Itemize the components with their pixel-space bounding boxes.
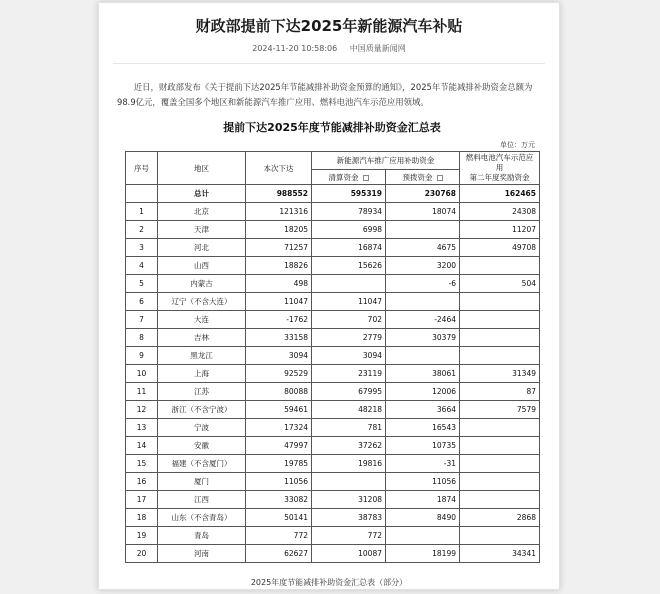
table-row xyxy=(126,437,540,455)
header-region: 地区 xyxy=(158,152,246,185)
header-advance xyxy=(386,170,460,185)
row-no: 20 xyxy=(126,545,158,563)
row-region: 黑龙江 xyxy=(158,347,246,365)
row-advance xyxy=(386,221,460,239)
row-fuel xyxy=(460,437,540,455)
table-row xyxy=(126,257,540,275)
title-divider xyxy=(113,63,545,64)
filter-dropdown-icon[interactable] xyxy=(437,175,443,181)
row-no: 2 xyxy=(126,221,158,239)
subsidy-table xyxy=(125,151,540,563)
sheet-caption: 2025年度节能减排补助资金汇总表（部分） xyxy=(250,578,408,587)
row-region: 福建（不含厦门） xyxy=(158,455,246,473)
row-current: 121316 xyxy=(246,203,312,221)
row-settle: 772 xyxy=(312,527,386,545)
row-current: 18826 xyxy=(246,257,312,275)
row-no: 1 xyxy=(126,203,158,221)
row-region: 河南 xyxy=(158,545,246,563)
row-region: 天津 xyxy=(158,221,246,239)
row-advance: 38061 xyxy=(386,365,460,383)
row-no: 19 xyxy=(126,527,158,545)
row-no: 14 xyxy=(126,437,158,455)
row-settle: 16874 xyxy=(312,239,386,257)
row-fuel xyxy=(460,491,540,509)
row-fuel xyxy=(460,527,540,545)
header-settle-label: 清算资金 xyxy=(328,172,359,182)
row-no: 18 xyxy=(126,509,158,527)
table-row xyxy=(126,365,540,383)
row-advance xyxy=(386,293,460,311)
row-no: 13 xyxy=(126,419,158,437)
header-fuel-cell-line2: 第二年度奖励资金 xyxy=(469,173,530,182)
table-row xyxy=(126,311,540,329)
article-card xyxy=(98,2,560,590)
row-settle: 48218 xyxy=(312,401,386,419)
header-no: 序号 xyxy=(126,152,158,185)
table-row xyxy=(126,383,540,401)
row-advance: 18199 xyxy=(386,545,460,563)
row-settle: 67995 xyxy=(312,383,386,401)
row-current: 50141 xyxy=(246,509,312,527)
row-current: 498 xyxy=(246,275,312,293)
row-current: 59461 xyxy=(246,401,312,419)
row-current: 71257 xyxy=(246,239,312,257)
row-advance: 11056 xyxy=(386,473,460,491)
table-row xyxy=(126,545,540,563)
header-advance-label: 预拨资金 xyxy=(402,172,433,182)
row-advance: -31 xyxy=(386,455,460,473)
row-current: 33082 xyxy=(246,491,312,509)
table-row xyxy=(126,347,540,365)
row-fuel xyxy=(460,473,540,491)
total-row xyxy=(126,185,540,203)
table-row xyxy=(126,203,540,221)
row-advance: -2464 xyxy=(386,311,460,329)
total-fuel: 162465 xyxy=(460,185,540,203)
article-intro: 近日，财政部发布《关于提前下达2025年节能减排补助资金预算的通知》，2025年节能减排补助资金总额为98.9亿元，覆盖全国多个地区和新能源汽车推广应用、燃料电池汽车示范应用领域。 xyxy=(117,82,533,107)
row-advance: 8490 xyxy=(386,509,460,527)
row-current: 18205 xyxy=(246,221,312,239)
row-settle xyxy=(312,275,386,293)
total-current: 988552 xyxy=(246,185,312,203)
row-settle: 702 xyxy=(312,311,386,329)
row-settle: 2779 xyxy=(312,329,386,347)
header-fuel-cell xyxy=(460,152,540,185)
article-source: 中国质量新闻网 xyxy=(349,44,406,53)
table-row xyxy=(126,509,540,527)
row-current: 92529 xyxy=(246,365,312,383)
row-region: 江西 xyxy=(158,491,246,509)
row-region: 宁波 xyxy=(158,419,246,437)
row-region: 安徽 xyxy=(158,437,246,455)
filter-dropdown-icon[interactable] xyxy=(363,175,369,181)
row-current: 17324 xyxy=(246,419,312,437)
row-fuel: 87 xyxy=(460,383,540,401)
row-fuel: 34341 xyxy=(460,545,540,563)
row-region: 辽宁（不含大连） xyxy=(158,293,246,311)
row-fuel xyxy=(460,257,540,275)
header-nev-group: 新能源汽车推广应用补助资金 xyxy=(312,152,460,170)
row-region: 河北 xyxy=(158,239,246,257)
row-current: 11047 xyxy=(246,293,312,311)
row-current: 80088 xyxy=(246,383,312,401)
row-advance: 18074 xyxy=(386,203,460,221)
row-fuel xyxy=(460,293,540,311)
table-row xyxy=(126,491,540,509)
row-settle: 3094 xyxy=(312,347,386,365)
row-fuel: 504 xyxy=(460,275,540,293)
row-settle: 781 xyxy=(312,419,386,437)
row-fuel xyxy=(460,311,540,329)
row-settle: 37262 xyxy=(312,437,386,455)
table-row xyxy=(126,455,540,473)
table-row xyxy=(126,329,540,347)
publish-timestamp: 2024-11-20 10:58:06 xyxy=(252,44,338,53)
row-no: 6 xyxy=(126,293,158,311)
row-settle: 19816 xyxy=(312,455,386,473)
row-region: 内蒙古 xyxy=(158,275,246,293)
row-no: 12 xyxy=(126,401,158,419)
row-settle: 31208 xyxy=(312,491,386,509)
row-settle xyxy=(312,473,386,491)
row-region: 吉林 xyxy=(158,329,246,347)
table-row xyxy=(126,221,540,239)
row-region: 山西 xyxy=(158,257,246,275)
row-region: 上海 xyxy=(158,365,246,383)
table-row xyxy=(126,293,540,311)
sheet-unit: 单位：万元 xyxy=(500,141,535,149)
row-no: 10 xyxy=(126,365,158,383)
row-region: 厦门 xyxy=(158,473,246,491)
header-settle xyxy=(312,170,386,185)
row-advance: 16543 xyxy=(386,419,460,437)
total-settle: 595319 xyxy=(312,185,386,203)
row-current: -1762 xyxy=(246,311,312,329)
row-settle: 78934 xyxy=(312,203,386,221)
row-no: 5 xyxy=(126,275,158,293)
embedded-sheet-image xyxy=(125,117,539,573)
row-no: 4 xyxy=(126,257,158,275)
row-no: 3 xyxy=(126,239,158,257)
row-no: 7 xyxy=(126,311,158,329)
row-no: 16 xyxy=(126,473,158,491)
row-region: 大连 xyxy=(158,311,246,329)
sheet-title: 提前下达2025年度节能减排补助资金汇总表 xyxy=(223,121,441,134)
row-advance: -6 xyxy=(386,275,460,293)
row-current: 62627 xyxy=(246,545,312,563)
row-advance: 12006 xyxy=(386,383,460,401)
row-fuel xyxy=(460,419,540,437)
row-no: 8 xyxy=(126,329,158,347)
row-current: 11056 xyxy=(246,473,312,491)
row-settle: 6998 xyxy=(312,221,386,239)
row-advance: 3664 xyxy=(386,401,460,419)
row-fuel xyxy=(460,329,540,347)
row-no: 11 xyxy=(126,383,158,401)
row-region: 浙江（不含宁波） xyxy=(158,401,246,419)
row-advance xyxy=(386,527,460,545)
total-no xyxy=(126,185,158,203)
row-advance: 10735 xyxy=(386,437,460,455)
row-no: 9 xyxy=(126,347,158,365)
article-meta xyxy=(99,43,559,54)
row-region: 山东（不含青岛） xyxy=(158,509,246,527)
row-current: 772 xyxy=(246,527,312,545)
row-advance xyxy=(386,347,460,365)
row-settle: 23119 xyxy=(312,365,386,383)
table-row xyxy=(126,239,540,257)
row-fuel: 7579 xyxy=(460,401,540,419)
row-fuel: 11207 xyxy=(460,221,540,239)
row-settle: 11047 xyxy=(312,293,386,311)
row-current: 19785 xyxy=(246,455,312,473)
row-fuel xyxy=(460,347,540,365)
article-title: 财政部提前下达2025年新能源汽车补贴 xyxy=(195,17,463,35)
row-region: 北京 xyxy=(158,203,246,221)
row-advance: 1874 xyxy=(386,491,460,509)
row-settle: 38783 xyxy=(312,509,386,527)
row-settle: 15626 xyxy=(312,257,386,275)
header-fuel-cell-line1: 燃料电池汽车示范应用 xyxy=(465,153,534,172)
table-row xyxy=(126,419,540,437)
row-no: 17 xyxy=(126,491,158,509)
row-settle: 10087 xyxy=(312,545,386,563)
row-current: 3094 xyxy=(246,347,312,365)
row-fuel: 31349 xyxy=(460,365,540,383)
total-advance: 230768 xyxy=(386,185,460,203)
row-fuel xyxy=(460,455,540,473)
total-label: 总计 xyxy=(158,185,246,203)
row-fuel: 24308 xyxy=(460,203,540,221)
row-fuel: 2868 xyxy=(460,509,540,527)
table-row xyxy=(126,473,540,491)
row-advance: 3200 xyxy=(386,257,460,275)
row-advance: 4675 xyxy=(386,239,460,257)
row-fuel: 49708 xyxy=(460,239,540,257)
row-no: 15 xyxy=(126,455,158,473)
table-row xyxy=(126,401,540,419)
row-advance: 30379 xyxy=(386,329,460,347)
row-region: 青岛 xyxy=(158,527,246,545)
table-row xyxy=(126,275,540,293)
row-region: 江苏 xyxy=(158,383,246,401)
table-row xyxy=(126,527,540,545)
row-current: 33158 xyxy=(246,329,312,347)
row-current: 47997 xyxy=(246,437,312,455)
header-current: 本次下达 xyxy=(246,152,312,185)
